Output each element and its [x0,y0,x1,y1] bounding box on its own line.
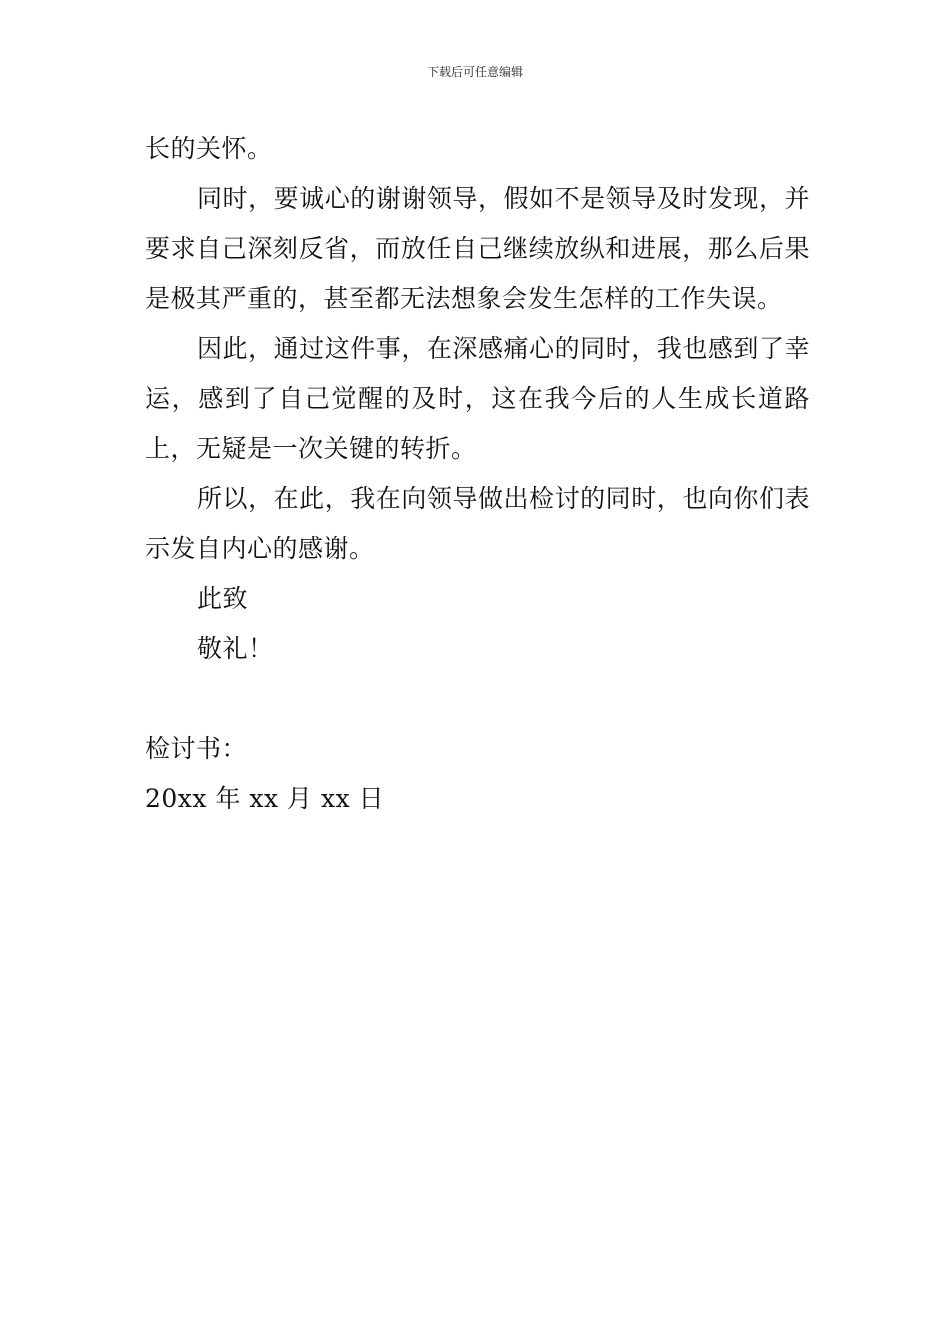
paragraph-gratitude: 所以，在此，我在向领导做出检讨的同时，也向你们表示发自内心的感谢。 [145,484,810,563]
paragraph-continuation: 长的关怀。 [145,134,273,163]
document-body [145,124,810,824]
signature-label: 检讨书： [145,734,248,763]
paragraph-reflection: 因此，通过这件事，在深感痛心的同时，我也感到了幸运，感到了自己觉醒的及时，这在我今后的人生成长道路上，无疑是一次关键的转折。 [145,334,810,463]
closing-salutation: 此致 [197,584,249,613]
closing-regards: 敬礼！ [197,634,274,663]
spacer [145,674,810,724]
paragraph-thanks: 同时，要诚心的谢谢领导，假如不是领导及时发现，并要求自己深刻反省，而放任自己继续放纵和进展，那么后果是极其严重的，甚至都无法想象会发生怎样的工作失误。 [145,184,810,313]
page-header: 下载后可任意编辑 [426,65,523,79]
document-date: 20xx 年 xx 月 xx 日 [145,784,385,813]
